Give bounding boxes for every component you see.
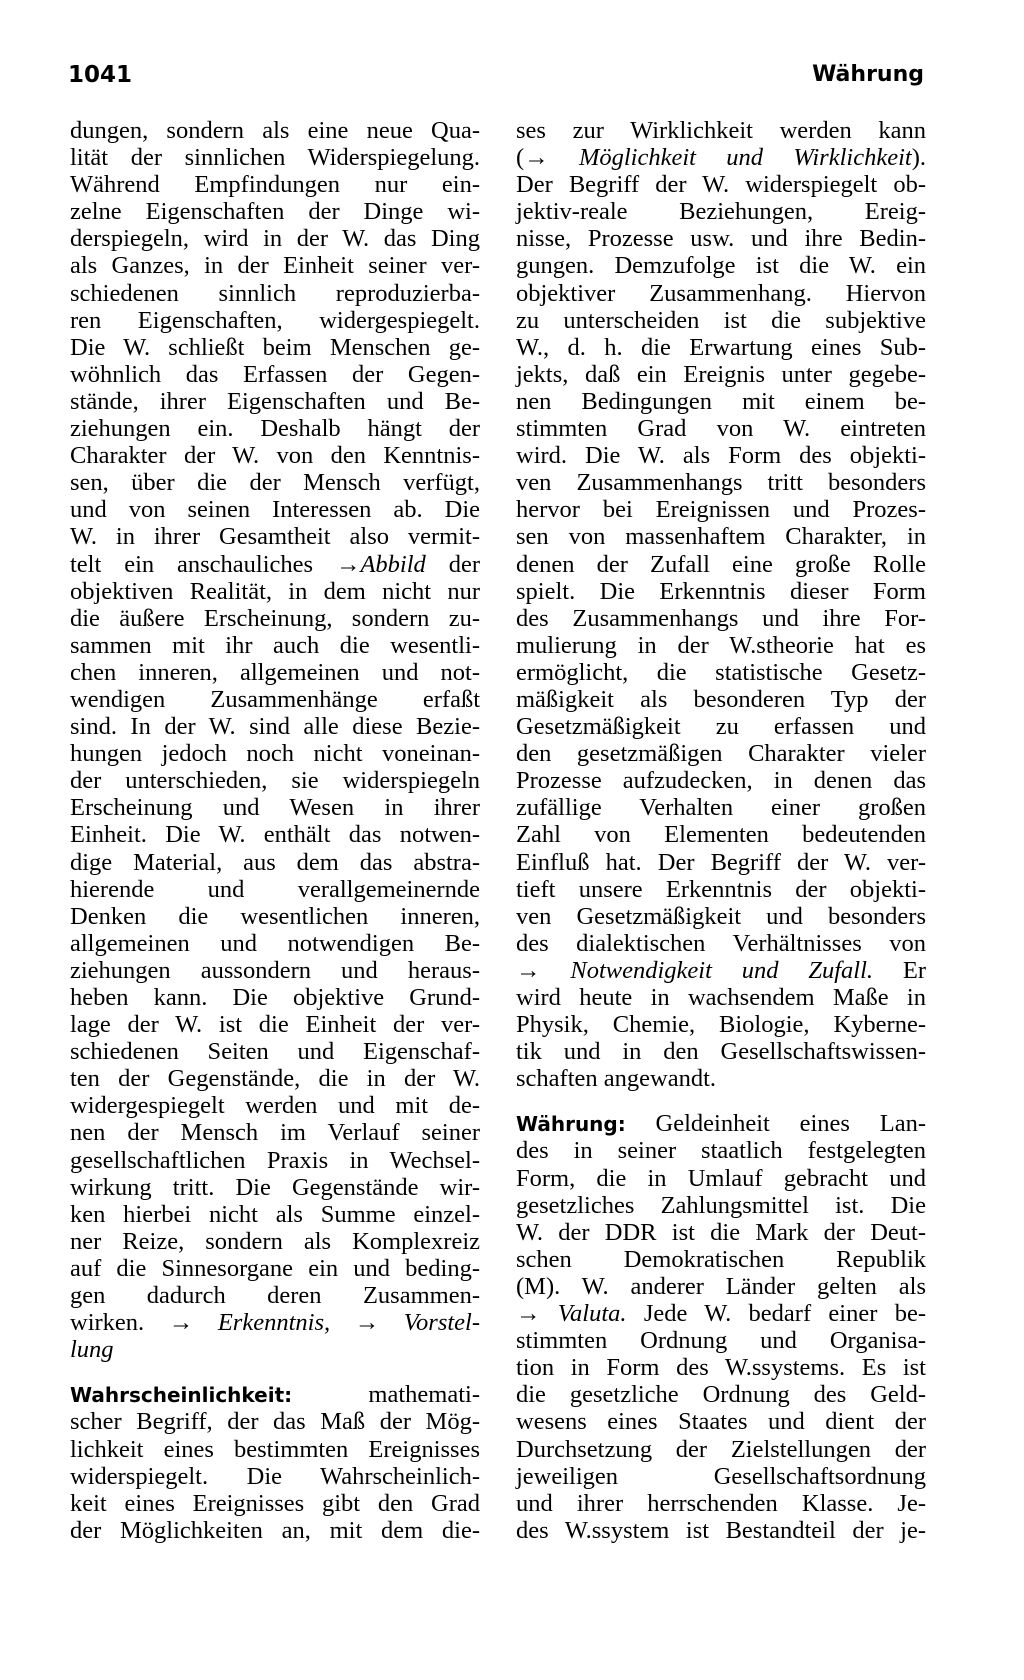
line-text: des in seiner staatlich festgelegten [516,1137,926,1165]
text-line [516,1490,926,1517]
text-line [70,171,480,198]
cross-reference-arrow-icon: → [516,956,541,984]
cross-reference-term: Abbild [360,550,426,578]
line-text: Physik, Chemie, Biologie, Kyberne- [516,1011,926,1039]
text-line [516,388,926,415]
text-line [516,442,926,469]
text-line [70,1038,480,1065]
line-text: jeweiligen Gesellschaftsordnung [516,1462,926,1490]
line-text: gesellschaftlichen Praxis in Wechsel- [70,1146,480,1174]
text-line [70,1011,480,1038]
cross-reference-arrow-icon: → [516,1300,541,1328]
text-line [516,1463,926,1490]
text-line [70,415,480,442]
text-line [70,388,480,415]
paragraph-gap [70,1363,480,1381]
text-line [70,578,480,605]
line-text: W. in ihrer Gesamtheit also vermit- [70,523,480,551]
line-text: gungen. Demzufolge ist die W. ein [516,252,926,280]
line-text: die äußere Erscheinung, sondern zu- [70,604,480,632]
text-line [516,1273,926,1300]
text-line [516,1300,926,1327]
line-text: lität der sinnlichen Widerspiegelung. [70,144,480,172]
text-line [516,686,926,713]
line-text: schiedenen sinnlich reproduzierba- [70,279,480,307]
line-text: nen Bedingungen mit einem be- [516,387,926,415]
text-line [70,1228,480,1255]
text-line [70,1517,480,1544]
text-line [70,1282,480,1309]
text-line [516,1246,926,1273]
text-line [70,686,480,713]
text-line [516,957,926,984]
text-line [70,1255,480,1282]
text-line [70,442,480,469]
text-line [70,1147,480,1174]
text-line [70,280,480,307]
running-head: Währung [812,62,924,87]
text-line [516,713,926,740]
line-text: ses zur Wirklichkeit werden kann [516,117,926,144]
text-line [516,1011,926,1038]
line-text: zufällige Verhalten einer großen [516,794,926,822]
cross-reference-arrow-icon: → [524,144,549,172]
line-text: spielt. Die Erkenntnis dieser Form [516,577,926,605]
line-text: W. der DDR ist die Mark der Deut- [516,1218,926,1246]
text-line [516,1192,926,1219]
left-text-column [70,117,480,1544]
line-text: wendigen Zusammenhänge erfaßt [70,685,480,713]
line-text: des W.ssystem ist Bestandteil der je- [516,1516,926,1544]
text-line [516,767,926,794]
text-line [70,957,480,984]
line-text: mäßigkeit als besonderen Typ der [516,685,926,713]
text-line [70,930,480,957]
line-text: zelne Eigenschaften der Dinge wi- [70,198,480,226]
cross-reference-arrow-icon: → [168,1309,194,1337]
line-text: stände, ihrer Eigenschaften und Be- [70,387,480,415]
text-line [70,117,480,144]
text-line [516,1137,926,1164]
line-text: wöhnlich das Erfassen der Gegen- [70,360,480,388]
line-text: ziehungen aussondern und heraus- [70,956,480,984]
line-text: ner Reize, sondern als Komplexreiz [70,1227,480,1255]
line-text: Zahl von Elementen bedeutenden [516,821,926,849]
text-line [70,984,480,1011]
text-line [516,930,926,957]
text-line [516,740,926,767]
line-text: ). [911,144,926,172]
line-text: mulierung in der W.stheorie hat es [516,631,926,659]
text-line [516,659,926,686]
text-line [70,794,480,821]
line-text: Die W. schließt beim Menschen ge- [70,333,480,361]
text-line [70,821,480,848]
text-line [70,1201,480,1228]
line-text: nisse, Prozesse usw. und ihre Bedin- [516,225,926,253]
text-line [516,252,926,279]
line-text: der unterschieden, sie widerspiegeln [70,767,480,795]
text-line [516,1517,926,1544]
text-line [516,171,926,198]
line-text: chen inneren, allgemeinen und not- [70,658,480,686]
text-line [516,605,926,632]
line-text: sammen mit ihr auch die wesentli- [70,631,480,659]
text-line [70,496,480,523]
text-line [70,740,480,767]
line-text: ten der Gegenstände, die in der W. [70,1065,480,1093]
text-line [516,1381,926,1408]
line-text: keit eines Ereignisses gibt den Grad [70,1489,480,1517]
line-text: tieft unsere Erkenntnis der objekti- [516,875,926,903]
line-text: stimmten Grad von W. eintreten [516,415,926,443]
text-line [70,1463,480,1490]
line-text: Geldeinheit eines Lan- [625,1110,926,1138]
text-line [516,578,926,605]
line-text: W., d. h. die Erwartung eines Sub- [516,333,926,361]
text-line [70,605,480,632]
line-text: Er [873,956,926,984]
line-text: des dialektischen Verhältnisses von [516,929,926,957]
text-line [516,1038,926,1065]
line-text: objektiver Zusammenhang. Hiervon [516,279,926,307]
line-text: auf die Sinnesorgane ein und beding- [70,1254,480,1282]
line-text: Einfluß hat. Der Begriff der W. ver- [516,848,926,876]
text-line [516,144,926,171]
text-line [70,1336,480,1363]
line-text: lage der W. ist die Einheit der ver- [70,1011,480,1039]
line-text: wird. Die W. als Form des objekti- [516,442,926,470]
text-line [516,225,926,252]
line-text: (M). W. anderer Länder gelten als [516,1272,926,1300]
line-text: sen, über die der Mensch verfügt, [70,469,480,497]
page-number: 1041 [68,62,133,88]
text-line [516,1354,926,1381]
line-text: der Möglichkeiten an, mit dem die- [70,1516,480,1544]
text-line [70,1092,480,1119]
text-line [70,713,480,740]
line-text: hungen jedoch noch nicht voneinan- [70,740,480,768]
line-text: der [425,550,480,578]
text-line [516,821,926,848]
line-text: mathemati- [292,1381,480,1409]
line-text: widerspiegelt. Die Wahrscheinlich- [70,1462,480,1490]
text-line [70,1381,480,1408]
text-line [70,469,480,496]
line-text: dige Material, aus dem das abstra- [70,848,480,876]
text-line [70,1174,480,1201]
line-text: Einheit. Die W. enthält das notwen- [70,821,480,849]
text-line [70,876,480,903]
right-text-column [516,117,926,1544]
cross-reference-term: Erkenntnis, [193,1309,331,1337]
line-text: Charakter der W. von den Kenntnis- [70,442,480,470]
text-line [516,361,926,388]
line-text: telt ein anschauliches [70,550,336,578]
line-text: objektiven Realität, in dem nicht nur [70,577,480,605]
text-line [516,903,926,930]
line-text: wirkung tritt. Die Gegenstände wir- [70,1173,480,1201]
text-line [516,1065,926,1092]
line-text: wesens eines Staates und dient der [516,1408,926,1436]
line-text: den gesetzmäßigen Charakter vieler [516,740,926,768]
line-text: scher Begriff, der das Maß der Mög- [70,1408,480,1436]
cross-reference-term: Notwendigkeit und Zufall. [540,956,874,984]
line-text: wird heute in wachsendem Maße in [516,984,926,1011]
headword: Wahrscheinlichkeit: [70,1383,293,1408]
cross-reference-term: Valuta. [540,1300,627,1328]
text-line [516,1110,926,1137]
line-text: Während Empfindungen nur ein- [70,171,480,199]
line-text: widergespiegelt werden und mit de- [70,1092,480,1120]
text-line [516,632,926,659]
text-line [70,1065,480,1092]
text-line [70,144,480,171]
cross-reference-term: lung [70,1336,114,1364]
line-text: zu unterscheiden ist die subjektive [516,306,926,334]
page-header [68,62,924,92]
text-line [70,659,480,686]
line-text: hervor bei Ereignissen und Prozes- [516,496,926,524]
line-text: ken hierbei nicht als Summe einzel- [70,1200,480,1228]
text-line [516,551,926,578]
text-line [70,334,480,361]
line-text: Der Begriff der W. widerspiegelt ob- [516,171,926,199]
text-line [516,469,926,496]
text-line [70,361,480,388]
line-text: als Ganzes, in der Einheit seiner ver- [70,252,480,280]
cross-reference-term: Vorstel- [379,1309,481,1337]
line-text: die gesetzliche Ordnung des Geld- [516,1381,926,1409]
line-text: derspiegeln, wird in der W. das Ding [70,225,480,253]
paragraph-gap [516,1092,926,1110]
text-line [516,117,926,144]
line-text: hierende und verallgemeinernde [70,875,480,903]
line-text: ren Eigenschaften, widergespiegelt. [70,306,480,334]
cross-reference-term: Möglichkeit und Wirklichkeit [548,144,912,172]
line-text: schiedenen Seiten und Eigenschaf- [70,1038,480,1066]
line-text: tion in Form des W.ssystems. Es ist [516,1354,926,1382]
line-text: stimmten Ordnung und Organisa- [516,1327,926,1355]
line-text: denen der Zufall eine große Rolle [516,550,926,578]
line-text: Gesetzmäßigkeit zu erfassen und [516,713,926,741]
text-line [70,632,480,659]
line-text: jekts, daß ein Ereignis unter gegebe- [516,360,926,388]
cross-reference-arrow-icon: → [335,550,361,578]
line-text: gesetzliches Zahlungsmittel ist. Die [516,1191,926,1219]
text-line [516,523,926,550]
text-line [516,849,926,876]
line-text: Durchsetzung der Zielstellungen der [516,1435,926,1463]
text-line [70,903,480,930]
line-text: schen Demokratischen Republik [516,1245,926,1273]
text-line [70,523,480,550]
text-line [516,794,926,821]
line-text: allgemeinen und notwendigen Be- [70,929,480,957]
text-line [516,198,926,225]
text-line [70,1408,480,1435]
line-text: ven Zusammenhangs tritt besonders [516,469,926,497]
line-text: tik und in den Gesellschaftswissen- [516,1038,926,1066]
text-line [516,415,926,442]
line-text: und von seinen Interessen ab. Die [70,496,480,524]
text-line [70,767,480,794]
text-line [516,1327,926,1354]
line-text: ziehungen ein. Deshalb hängt der [70,415,480,443]
text-line [516,1408,926,1435]
line-text: ermöglicht, die statistische Gesetz- [516,658,926,686]
cross-reference-arrow-icon: → [330,1309,380,1337]
line-text: nen der Mensch im Verlauf seiner [70,1119,480,1147]
line-text: heben kann. Die objektive Grund- [70,984,480,1011]
text-line [516,307,926,334]
text-line [516,984,926,1011]
text-line [516,1165,926,1192]
text-line [70,849,480,876]
text-line [70,307,480,334]
text-line [516,1219,926,1246]
text-line [70,1309,480,1336]
text-line [70,1436,480,1463]
text-line [516,334,926,361]
text-line [70,225,480,252]
line-text: sind. In der W. sind alle diese Bezie- [70,713,480,741]
line-text: wirken. [70,1309,169,1337]
line-text: des Zusammenhangs und ihre For- [516,604,926,632]
text-line [516,1436,926,1463]
text-line [516,280,926,307]
line-text: Form, die in Umlauf gebracht und [516,1164,926,1192]
text-line [70,1490,480,1517]
line-text: dungen, sondern als eine neue Qua- [70,117,480,144]
line-text: Jede W. bedarf einer be- [626,1300,926,1328]
line-text: jektiv-reale Beziehungen, Ereig- [516,198,926,226]
line-text: Prozesse aufzudecken, in denen das [516,767,926,795]
headword: Währung: [516,1112,626,1137]
line-text: Erscheinung und Wesen in ihrer [70,794,480,822]
line-text: schaften angewandt. [516,1065,716,1093]
line-text: lichkeit eines bestimmten Ereignisses [70,1435,480,1463]
line-text: Denken die wesentlichen inneren, [70,902,480,930]
text-line [70,198,480,225]
text-line [70,551,480,578]
line-text: ( [516,144,525,172]
text-line [70,252,480,279]
line-text: und ihrer herrschenden Klasse. Je- [516,1489,926,1517]
line-text: ven Gesetzmäßigkeit und besonders [516,902,926,930]
line-text: gen dadurch deren Zusammen- [70,1282,480,1310]
text-line [70,1119,480,1146]
line-text: sen von massenhaftem Charakter, in [516,523,926,551]
text-line [516,876,926,903]
text-line [516,496,926,523]
